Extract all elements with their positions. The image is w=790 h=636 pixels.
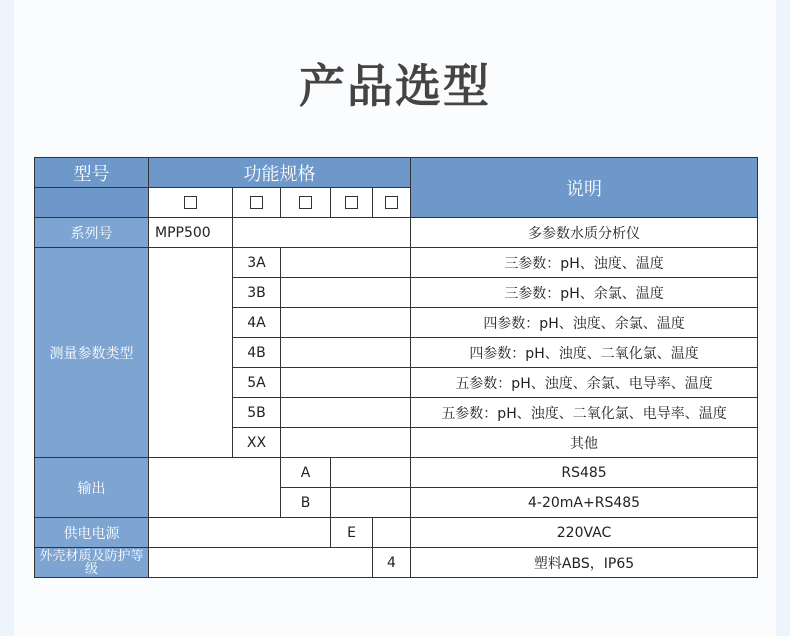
measurement-blank <box>281 248 411 278</box>
measurement-code: 4B <box>233 338 281 368</box>
output-blank-left <box>149 458 281 518</box>
measurement-blank <box>281 368 411 398</box>
power-blank-left <box>149 518 331 548</box>
output-description: 4-20mA+RS485 <box>411 488 758 518</box>
header-row <box>35 158 758 188</box>
measurement-blank <box>281 308 411 338</box>
code-slot-3 <box>281 188 331 218</box>
measurement-code: XX <box>233 428 281 458</box>
housing-blank-left <box>149 548 373 578</box>
series-row <box>35 218 758 248</box>
output-description: RS485 <box>411 458 758 488</box>
code-slot-5 <box>373 188 411 218</box>
measurement-description: 四参数：pH、浊度、二氧化氯、温度 <box>411 338 758 368</box>
output-row <box>35 458 758 488</box>
measurement-description: 五参数：pH、浊度、二氧化氯、电导率、温度 <box>411 398 758 428</box>
measurement-description: 三参数：pH、浊度、温度 <box>411 248 758 278</box>
measurement-description: 四参数：pH、浊度、余氯、温度 <box>411 308 758 338</box>
power-code: E <box>331 518 373 548</box>
series-blank <box>233 218 411 248</box>
measurement-blank <box>281 278 411 308</box>
power-label: 供电电源 <box>35 518 149 548</box>
power-description: 220VAC <box>411 518 758 548</box>
checkbox-square-icon <box>385 196 398 209</box>
measurement-label: 测量参数类型 <box>35 248 149 458</box>
output-label: 输出 <box>35 458 149 518</box>
measurement-code: 5A <box>233 368 281 398</box>
measurement-description: 其他 <box>411 428 758 458</box>
series-code: MPP500 <box>149 218 233 248</box>
output-blank <box>331 458 411 488</box>
model-header-blank <box>35 188 149 218</box>
measurement-code: 4A <box>233 308 281 338</box>
right-border-strip <box>776 0 790 636</box>
measurement-code: 3A <box>233 248 281 278</box>
measurement-row <box>35 248 758 278</box>
checkbox-square-icon <box>250 196 263 209</box>
housing-code: 4 <box>373 548 411 578</box>
measurement-code: 5B <box>233 398 281 428</box>
page <box>14 0 776 636</box>
checkbox-square-icon <box>184 196 197 209</box>
housing-row <box>35 548 758 578</box>
power-row <box>35 518 758 548</box>
measurement-blank <box>281 398 411 428</box>
measurement-code: 3B <box>233 278 281 308</box>
function-spec-header: 功能规格 <box>149 158 411 188</box>
measurement-blank-left <box>149 248 233 458</box>
checkbox-square-icon <box>299 196 312 209</box>
code-slot-4 <box>331 188 373 218</box>
series-description: 多参数水质分析仪 <box>411 218 758 248</box>
measurement-description: 五参数：pH、浊度、余氯、电导率、温度 <box>411 368 758 398</box>
page-title: 产品选型 <box>299 59 491 113</box>
measurement-blank <box>281 338 411 368</box>
output-code: A <box>281 458 331 488</box>
code-slot-2 <box>233 188 281 218</box>
measurement-description: 三参数：pH、余氯、温度 <box>411 278 758 308</box>
code-slot-1 <box>149 188 233 218</box>
power-blank <box>373 518 411 548</box>
measurement-blank <box>281 428 411 458</box>
model-header: 型号 <box>35 158 149 188</box>
output-blank <box>331 488 411 518</box>
checkbox-square-icon <box>345 196 358 209</box>
housing-description: 塑料ABS，IP65 <box>411 548 758 578</box>
left-border-strip <box>0 0 14 636</box>
housing-label: 外壳材质及防护等级 <box>35 548 149 578</box>
product-selection-table <box>34 157 758 578</box>
description-header: 说明 <box>411 158 758 218</box>
series-label: 系列号 <box>35 218 149 248</box>
output-code: B <box>281 488 331 518</box>
